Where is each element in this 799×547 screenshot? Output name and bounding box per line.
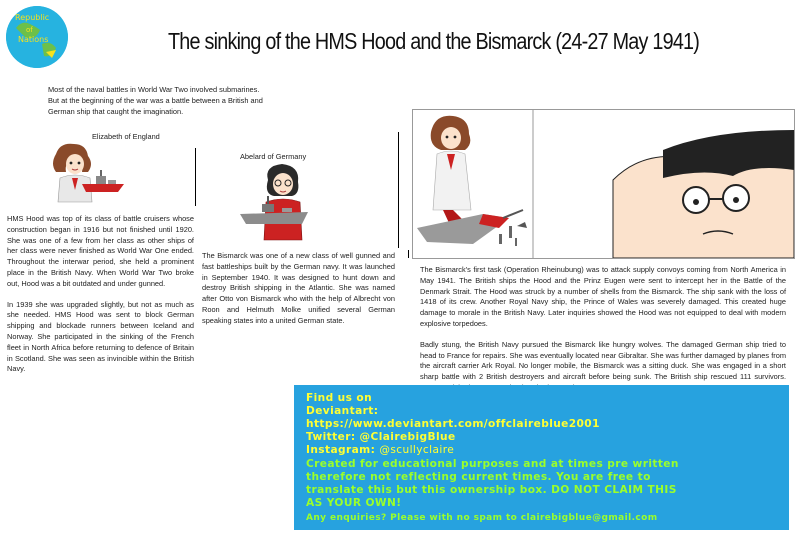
ownership-box xyxy=(294,385,789,530)
abelard-illustration xyxy=(238,162,330,246)
middle-column-text xyxy=(202,251,395,337)
logo-text: Nations xyxy=(18,35,49,44)
column-divider xyxy=(408,250,409,258)
enquiries-line[interactable]: Any enquiries? Please with no spam to clairebigblue@gmail.com xyxy=(306,513,658,523)
paragraph: Badly stung, the British Navy pursued the Bismarck like hungry wolves. The damaged German ship tried to head to France for repairs. She was eventually located near Gibraltar. She was further damaged by planes from the aircraft carrier Ark Royal. No longer mobile, the Bismarck was a sitting duck. She was engaged in a short sharp battle with 2 British destroyers and aircraft before being sunk. The British ship rescued 111 survivors. xyxy=(420,339,786,382)
elizabeth-illustration xyxy=(38,142,128,206)
ship-hood-icon xyxy=(82,184,124,192)
column-divider xyxy=(398,132,399,248)
page-title: The sinking of the HMS Hood and the Bismarck (24-27 May 1941) xyxy=(168,28,700,54)
notice-line: Created for educational purposes and at times pre written xyxy=(306,458,679,470)
character-label-elizabeth: Elizabeth of England xyxy=(92,132,160,141)
column-divider xyxy=(195,148,196,206)
twitter-handle[interactable]: Twitter: @ClairebigBlue xyxy=(306,431,456,443)
logo-text: of xyxy=(26,26,33,34)
instagram-line xyxy=(306,444,454,456)
left-column-text xyxy=(7,214,194,385)
logo xyxy=(6,6,68,68)
ship-bismarck-icon xyxy=(240,212,308,224)
deviantart-label: Deviantart: xyxy=(306,405,379,417)
paragraph: The Bismarck was one of a new class of well gunned and fast battleships built by the German navy. It was launched in September 1940. It was designed to hunt down and destroy British shipping in the Atlantic. She was named after Otto von Bismarck who with the help of Albrecht von Roon and Helmuth Molke unified several German speaking states into a united German state. xyxy=(202,251,395,325)
intro-text xyxy=(48,84,308,117)
find-us-heading: Find us on xyxy=(306,392,373,404)
instagram-label: Instagram: xyxy=(306,444,376,456)
intro-line: But at the beginning of the war was a battle between a British and xyxy=(48,96,263,105)
intro-line: German ship that caught the imagination. xyxy=(48,107,184,116)
notice-line: AS YOUR OWN! xyxy=(306,497,402,509)
instagram-handle[interactable]: @scullyclaire xyxy=(379,444,455,456)
deviantart-link[interactable]: https://www.deviantart.com/offclaireblue2001 xyxy=(306,418,600,430)
notice-line: therefore not reflecting current times. You are free to xyxy=(306,471,651,483)
notice-line: translate this but this ownership box. DO NOT CLAIM THIS xyxy=(306,484,677,496)
paragraph: HMS Hood was top of its class of battle cruisers whose construction began in 1916 but not finished until 1920. She was one of a few from her class as other ships of her class were never finished as World War One ended. Throughout the interwar period, she held a prominent place in the British Navy. When World War Two broke out, Hood was a bit outdated and under gunned. xyxy=(7,214,194,288)
comic-panel xyxy=(412,109,795,259)
character-label-abelard: Abelard of Germany xyxy=(240,152,307,161)
intro-line: Most of the naval battles in World War Two involved submarines. xyxy=(48,85,260,94)
paragraph: In 1939 she was upgraded slightly, but not as much as she needed. HMS Hood was sent to block German shipping and blockade runners between Iceland and Norway. She participated in the sinking of the French fleet in North Africa before returning to defence of Britain in Scotland. She was seen as invincible within the British Navy. xyxy=(7,299,194,374)
logo-text: Republic xyxy=(15,13,50,22)
paragraph: The Bismarck's first task (Operation Rheinubung) was to attack supply convoys coming from North America in May 1941. The British ships the Hood and the Prinz Eugen were sent to intercept her in the Battle of the Denmark Strait. The Hood was struck by a number of shells from the Bismarck. The ship sank with the loss of 1418 of its crew. Another Royal Navy ship, the Prince of Wales was severely damaged. This created huge damage to morale in the British Navy. Later inquiries showed the Hood was not equipped to deal with modern explosive torpedoes. xyxy=(420,265,786,328)
right-column-text xyxy=(420,265,786,404)
logo-graphic xyxy=(6,6,68,68)
